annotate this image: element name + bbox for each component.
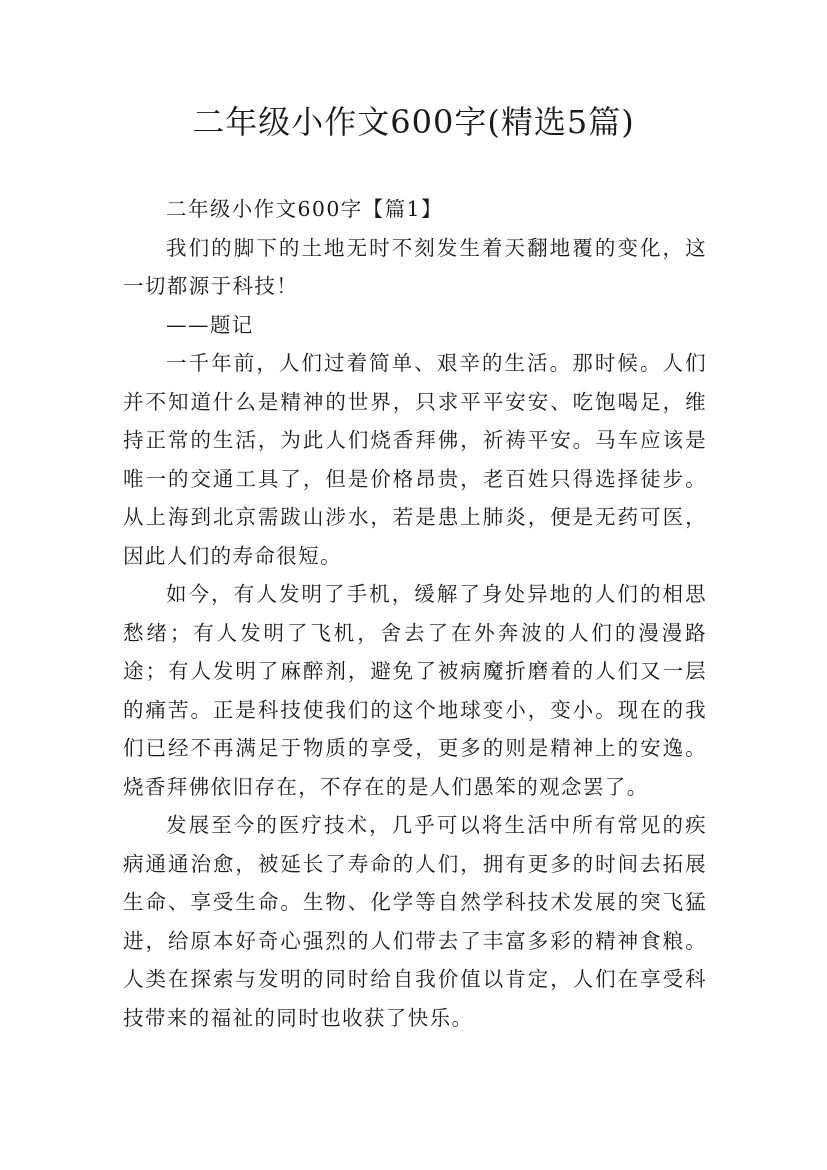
body-paragraph: 发展至今的医疗技术，几乎可以将生活中所有常见的疾病通通治愈，被延长了寿命的人们，拥有更多的时间去拓展生命、享受生命。生物、化学等自然学科技术发展的突飞猛进，给原本好奇心强烈的人们带去了丰富多彩的精神食粮。人类在探索与发明的同时给自我价值以肯定，人们在享受科技带来的福祉的同时也收获了快乐。 [123, 813, 707, 1030]
epigraph-paragraph: 我们的脚下的土地无时不刻发生着天翻地覆的变化，这一切都源于科技！ [123, 235, 707, 298]
epigraph-attribution: ——题记 [166, 312, 254, 337]
body-paragraph: 一千年前，人们过着简单、艰辛的生活。那时候。人们并不知道什么是精神的世界，只求平平安安、吃饱喝足，维持正常的生活，为此人们烧香拜佛，祈祷平安。马车应该是唯一的交通工具了，但是价格昂贵，老百姓只得选择徒步。从上海到北京需跋山涉水，若是患上肺炎，便是无药可医，因此人们的寿命很短。 [123, 351, 707, 568]
document-body [123, 190, 707, 1037]
document-title: 二年级小作文600字(精选5篇) [192, 103, 635, 141]
section-heading: 二年级小作文600字【篇1】 [166, 197, 443, 221]
body-paragraph: 如今，有人发明了手机，缓解了身处异地的人们的相思愁绪；有人发明了飞机，舍去了在外奔波的人们的漫漫路途；有人发明了麻醉剂，避免了被病魔折磨着的人们又一层的痛苦。正是科技使我们的这个地球变小，变小。现在的我们已经不再满足于物质的享受，更多的则是精神上的安逸。烧香拜佛依旧存在，不存在的是人们愚笨的观念罢了。 [123, 582, 707, 799]
